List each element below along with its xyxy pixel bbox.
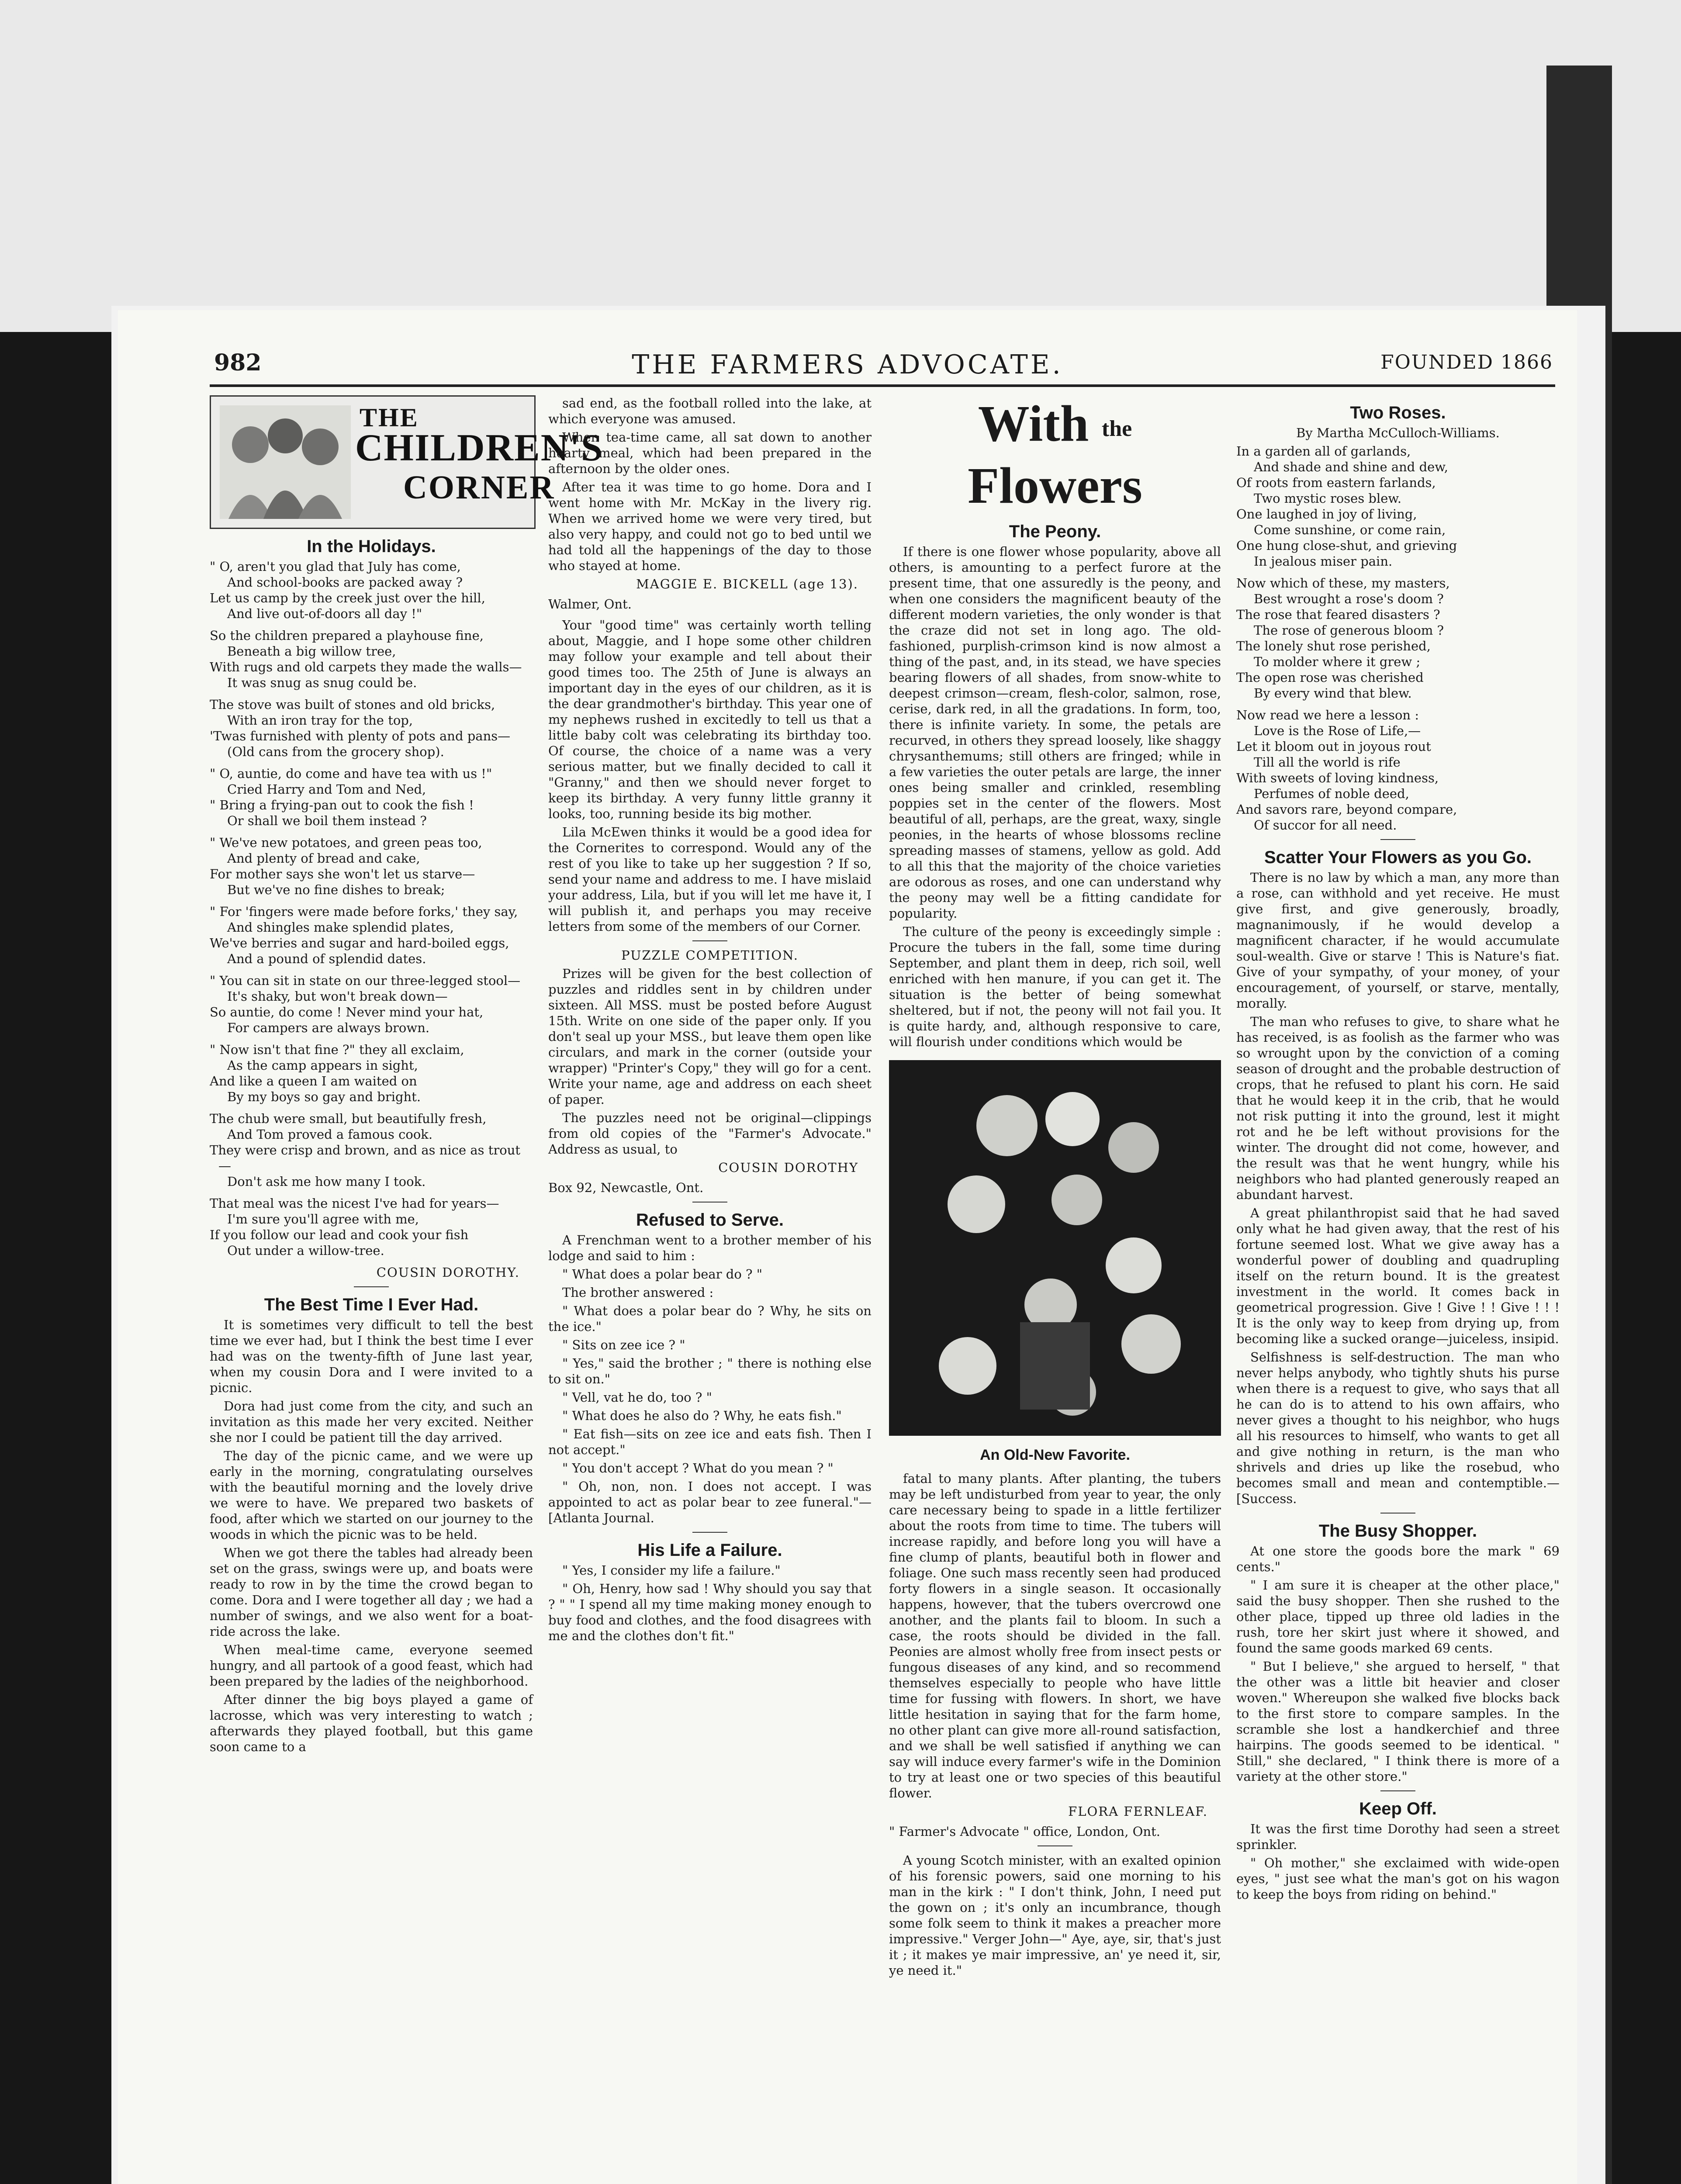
stanza xyxy=(1236,575,1560,701)
paragraph: When we got there the tables had already been set on the grass, swings were up, and boats were ready to row in by the time the crowd began to come. Dora and I were together all day ; we had a number of swings, and we also went for a boat-ride across the lake. xyxy=(210,1545,533,1639)
paragraph: " What does he also do ? Why, he eats fish." xyxy=(562,1408,842,1423)
poem-line: Perfumes of noble deed, xyxy=(1254,786,1409,801)
poem-line: And Tom proved a famous cook. xyxy=(227,1127,433,1142)
refused-title: Refused to Serve. xyxy=(636,1210,784,1230)
paragraph: sad end, as the football rolled into the lake, at which everyone was amused. xyxy=(548,396,872,426)
paragraph: It was the first time Dorothy had seen a street sprinkler. xyxy=(1236,1821,1560,1852)
poem-line: (Old cans from the grocery shop). xyxy=(227,744,444,759)
poem-line: Two mystic roses blew. xyxy=(1254,491,1402,506)
poem-line: The rose of generous bloom ? xyxy=(1254,623,1444,638)
paragraph: " Eat fish—sits on zee ice and eats fish. Then I not accept." xyxy=(548,1427,872,1457)
separator xyxy=(692,1202,727,1203)
poem-line: It was snug as snug could be. xyxy=(227,675,417,690)
failure-title: His Life a Failure. xyxy=(637,1541,782,1560)
best-time-body xyxy=(210,1317,533,1755)
paragraph: Lila McEwen thinks it would be a good idea for the Cornerites to correspond. Would any of the rest of you like to take up her suggestion ? If so, send your name and address to me. I have mislaid your address, Lila, but if you will let me have it, I will publish it, and perhaps you may receive letters from some of the members of our Corner. xyxy=(548,825,872,934)
poem-line: Come sunshine, or come rain, xyxy=(1254,522,1446,537)
best-time-title: The Best Time I Ever Had. xyxy=(264,1295,479,1314)
failure-body xyxy=(548,1562,872,1644)
paragraph: After dinner the big boys played a game of lacrosse, which was very interesting to watch ; afterwards they played football, but this game soon came to a xyxy=(210,1692,533,1754)
holidays-signature: COUSIN DOROTHY. xyxy=(376,1265,520,1280)
two-roses-title: Two Roses. xyxy=(1350,403,1446,422)
paragraph: The puzzles need not be original—clippings from old copies of the "Farmer's Advocate." Address as usual, to xyxy=(548,1110,872,1157)
stanza xyxy=(210,973,533,1036)
column-4 xyxy=(1236,395,1560,2184)
paragraph: " Yes," said the brother ; " there is nothing else to sit on." xyxy=(548,1356,872,1386)
peony-title: The Peony. xyxy=(1009,522,1101,541)
editor-reply xyxy=(548,617,872,934)
paragraph: " Oh mother," she exclaimed with wide-open eyes, " just see what the man's got on his wagon to keep the boys from riding on behind." xyxy=(1236,1856,1560,1902)
paragraph: Dora had just come from the city, and such an invitation as this made her very excited. Neither she nor I could be patient till the day arrived. xyxy=(210,1399,533,1445)
refused-body xyxy=(548,1232,872,1526)
poem-line: And savors rare, beyond compare, xyxy=(1236,802,1457,817)
page-number: 982 xyxy=(214,349,262,376)
heading-word-the: the xyxy=(1101,416,1132,441)
photo-caption: An Old-New Favorite. xyxy=(980,1446,1130,1463)
poem-line: Beneath a big willow tree, xyxy=(227,644,396,659)
busy-shopper-title: The Busy Shopper. xyxy=(1318,1521,1477,1541)
poem-line: Love is the Rose of Life,— xyxy=(1254,723,1421,738)
poem-line: And school-books are packed away ? xyxy=(227,575,463,590)
childrens-corner-banner xyxy=(210,395,603,529)
with-the-flowers-heading xyxy=(889,395,1221,514)
poem-line: " O, aren't you glad that July has come, xyxy=(210,559,461,574)
paragraph: The culture of the peony is exceedingly simple : Procure the tubers in the fall, some time during September, and plant them in deep, rich soil, well enriched with hen manure, if you can get it. The situation is the better of being somewhat sheltered, but if not, the peony will not fail you. It is quite hardy, and, although responsive to care, will flourish under conditions which would be xyxy=(889,924,1221,1049)
header-rule xyxy=(210,384,1555,387)
keep-off-body xyxy=(1236,1821,1560,1902)
paragraph: " You don't accept ? What do you mean ? " xyxy=(562,1461,834,1476)
poem-line: With sweets of loving kindness, xyxy=(1236,771,1439,785)
holidays-title: In the Holidays. xyxy=(307,537,436,556)
flora-signature: FLORA FERNLEAF. xyxy=(1068,1804,1208,1819)
column-3 xyxy=(889,395,1221,2184)
puzzle-address: Box 92, Newcastle, Ont. xyxy=(548,1180,704,1195)
poem-line: That meal was the nicest I've had for years— xyxy=(210,1196,499,1211)
poem-line: So auntie, do come ! Never mind your hat, xyxy=(210,1005,484,1019)
banner-word-childrens: CHILDREN'S xyxy=(355,427,603,469)
poem-line: Now read we here a lesson : xyxy=(1236,708,1419,722)
founded-label: FOUNDED 1866 xyxy=(1380,351,1553,373)
separator xyxy=(1380,1513,1415,1514)
peony-continued xyxy=(889,1471,1221,1801)
scotch-anecdote: A young Scotch minister, with an exalted opinion of his forensic powers, said one morning to his man in the kirk : " I don't think, John, I need put the gown on ; it's only an incumbrance, though some folk seem to think it makes a preacher more impressive." Verger John—" Aye, aye, sir, that's just it ; it makes ye mair impressive, an' ye need it, sir, ye need it." xyxy=(889,1852,1221,1978)
paragraph: " But I believe," she argued to herself, " that the other was a little bit heavier and closer woven." Whereupon she walked five blocks back to the first store to compare samples. In the scramble she lost a handkerchief and three hairpins. The goods seemed to be identical. " Still," she declared, " I think there is more of a variety at the other store." xyxy=(1236,1659,1560,1784)
stanza xyxy=(210,1196,533,1258)
poem-line: The stove was built of stones and old bricks, xyxy=(210,697,495,712)
banner-word-the: THE xyxy=(360,403,419,432)
poem-line: But we've no fine dishes to break; xyxy=(227,882,445,897)
poem-line: And shade and shine and dew, xyxy=(1254,460,1448,474)
paragraph: At one store the goods bore the mark " 69 cents." xyxy=(1236,1544,1560,1574)
poem-line: One hung close-shut, and grieving xyxy=(1236,538,1457,553)
paragraph: A great philanthropist said that he had saved only what he had given away, that the rest of his fortune seemed lost. What we give away has a wonderful power of doubling and quadrupling itself on the return bound. It is the greatest investment in the world. It comes back in geometrical progression. Give ! Give ! ! Give ! ! ! It is the only way to keep from drying up, from becoming like a sucked orange—juiceless, insipid. xyxy=(1236,1206,1560,1346)
poem-line: And plenty of bread and cake, xyxy=(227,851,420,866)
publication-title: THE FARMERS ADVOCATE. xyxy=(632,349,1063,380)
paragraph: Your "good time" was certainly worth telling about, Maggie, and I hope some other children may follow your example and tell about their good times too. The 25th of June is always an important day in the eyes of our children, as it is the dear grandmother's birthday. This year one of my nephews rushed in excitedly to tell us that a little baby colt was celebrating its birthday too. Of course, the choice of a name was a very serious matter, but we finally decided to call it "Granny," and then we should never forget to keep its birthday. A very funny little granny it looks, too, running beside its big mother. xyxy=(548,618,872,821)
poem-line: For campers are always brown. xyxy=(227,1020,430,1035)
holidays-poem xyxy=(210,559,533,1258)
paragraph: " What does a polar bear do ? " xyxy=(562,1267,763,1282)
newspaper-page xyxy=(118,310,1577,2184)
paragraph: " Oh, non, non. I does not accept. I was appointed to act as polar bear to zee funeral."—[Atlanta Journal. xyxy=(548,1479,872,1525)
poem-line: Till all the world is rife xyxy=(1254,755,1401,770)
puzzle-body xyxy=(548,966,872,1157)
poem-line: The open rose was cherished xyxy=(1236,670,1424,685)
poem-line: For mother says she won't let us starve— xyxy=(210,867,475,881)
poem-line: In jealous miser pain. xyxy=(1254,554,1393,569)
poem-line: " Now isn't that fine ?" they all exclaim, xyxy=(210,1042,464,1057)
poem-line: " Bring a frying-pan out to cook the fish ! xyxy=(210,798,474,812)
maggie-location: Walmer, Ont. xyxy=(548,597,632,612)
poem-line: " For 'fingers were made before forks,' they say, xyxy=(210,904,518,919)
poem-line: Of roots from eastern farlands, xyxy=(1236,475,1436,490)
stanza xyxy=(210,766,533,829)
poem-line: One laughed in joy of living, xyxy=(1236,507,1417,522)
stanza xyxy=(1236,443,1560,569)
poem-line: As the camp appears in sight, xyxy=(227,1058,418,1073)
separator xyxy=(1038,1845,1072,1846)
scan-background-top xyxy=(0,0,1681,332)
peony-body xyxy=(889,544,1221,1050)
poem-line: Let us camp by the creek just over the hill, xyxy=(210,591,485,605)
heading-word-with: With xyxy=(978,395,1089,452)
poem-line: I'm sure you'll agree with me, xyxy=(227,1212,419,1227)
paragraph: " Yes, I consider my life a failure." xyxy=(562,1563,781,1578)
stanza xyxy=(210,1042,533,1105)
paragraph: There is no law by which a man, any more than a rose, can withhold and yet receive. He must give first, and give generously, broadly, magnanimously, if he would develop a magnificent character, if he would accumulate soul-wealth. Give or starve ! This is Nature's fiat. Give of your sympathy, of your money, of your encouragement, of yourself, or starve, mentally, morally. xyxy=(1236,870,1560,1011)
two-roses-byline: By Martha McCulloch-Williams. xyxy=(1296,425,1500,440)
paragraph: When tea-time came, all sat down to another hearty meal, which had been prepared in the afternoon by the older ones. xyxy=(548,430,872,476)
poem-line: They were crisp and brown, and as nice as trout— xyxy=(210,1143,521,1173)
puzzle-signature: COUSIN DOROTHY xyxy=(718,1160,858,1175)
poem-line: Let it bloom out in joyous rout xyxy=(1236,739,1431,754)
paragraph: Selfishness is self-destruction. The man who never helps anybody, who tightly shuts his purse when there is a request to give, who says that all he can do is to attend to his own affairs, who never gives a thought to his neighbor, who hugs all his resources to himself, who wants to get all and give nothing in return, is the man who shrivels and dries up like the rosebud, who becomes small and mean and contemptible.—[Success. xyxy=(1236,1350,1560,1506)
poem-line: It's shaky, but won't break down— xyxy=(227,989,448,1004)
paragraph: " Sits on zee ice ? " xyxy=(562,1337,685,1352)
stanza xyxy=(210,904,533,967)
poem-line: By my boys so gay and bright. xyxy=(227,1089,421,1104)
separator xyxy=(692,940,727,941)
flora-address: " Farmer's Advocate " office, London, Ont. xyxy=(889,1824,1160,1839)
poem-line: And a pound of splendid dates. xyxy=(227,951,426,966)
page-header xyxy=(118,349,1577,380)
scatter-body xyxy=(1236,870,1560,1507)
poem-line: With an iron tray for the top, xyxy=(227,713,413,728)
paragraph: The day of the picnic came, and we were up early in the morning, congratulating ourselves with the beautiful morning and the lovely drive we were to have. We prepared two baskets of food, after which we started on our journey to the woods in which the picnic was to be held. xyxy=(210,1448,533,1542)
paragraph: The brother answered : xyxy=(562,1285,714,1300)
separator xyxy=(354,1286,389,1287)
stanza xyxy=(210,628,533,691)
banner-word-corner: CORNER xyxy=(403,469,555,506)
puzzle-title: PUZZLE COMPETITION. xyxy=(621,948,799,963)
poem-line: Of succor for all need. xyxy=(1254,818,1397,833)
poem-line: With rugs and old carpets they made the walls— xyxy=(210,660,522,674)
children-illustration xyxy=(220,405,351,519)
scatter-title: Scatter Your Flowers as you Go. xyxy=(1264,848,1532,867)
stanza xyxy=(210,1111,533,1189)
best-time-continued xyxy=(548,395,872,574)
poem-line: Best wrought a rose's doom ? xyxy=(1254,591,1444,606)
peony-photo xyxy=(889,1060,1221,1436)
poem-line: Cried Harry and Tom and Ned, xyxy=(227,782,426,797)
busy-shopper-body xyxy=(1236,1543,1560,1784)
paragraph: fatal to many plants. After planting, the tubers may be left undisturbed from year to year, the only care necessary being to spade in a little fertilizer about the roots from time to time. The tubers will increase rapidly, and before long you will have a fine clump of plants, beautiful both in flower and foliage. One such mass recently seen had produced forty flowers in a single season. It occasionally happens, however, that the tubers overcrowd one another, and the plants fail to bloom. In such a case, the roots should be divided in the fall. Peonies are almost wholly free from insect pests or fungous diseases of any kind, and so recommend themselves especially to people who have little time for fussing with flowers. In short, we have little hesitation in saying that for the farm home, no other plant can give more all-round satisfaction, and we shall be well satisfied if anything we can say will induce every farmer's wife in the Dominion to try at least one or two species of this beautiful flower. xyxy=(889,1471,1221,1800)
poem-line: Out under a willow-tree. xyxy=(227,1243,384,1258)
poem-line: Or shall we boil them instead ? xyxy=(227,813,427,828)
paragraph: Prizes will be given for the best collection of puzzles and riddles sent in by children under sixteen. All MSS. must be posted before August 15th. Write on one side of the paper only. If you don't seal up your MSS., but leave them open like circulars, and mark in the corner (outside your wrapper) "Printer's Copy," they will go for a cent. Write your name, age and address on each sheet of paper. xyxy=(548,966,872,1107)
poem-line: 'Twas furnished with plenty of pots and pans— xyxy=(210,729,511,743)
poem-line: And like a queen I am waited on xyxy=(210,1074,417,1089)
paragraph: The man who refuses to give, to share what he has received, is as foolish as the farmer who was so wrought upon by the conviction of a coming season of drought and the probable destruction of crops, that he refused to plant his corn. He said that he would keep it in the crib, that he would not risk putting it into the ground, lest it might rot and he be left without provisions for the winter. The drought did not come, however, and the result was that he went hungry, while his neighbors who had planted generously reaped an abundant harvest. xyxy=(1236,1014,1560,1202)
poem-line: And shingles make splendid plates, xyxy=(227,920,454,935)
paragraph: " What does a polar bear do ? Why, he sits on the ice." xyxy=(548,1303,872,1334)
poem-line: By every wind that blew. xyxy=(1254,686,1412,701)
poem-line: To molder where it grew ; xyxy=(1254,654,1421,669)
poem-line: And live out-of-doors all day !" xyxy=(227,606,422,621)
keep-off-title: Keep Off. xyxy=(1359,1799,1437,1818)
paragraph: If there is one flower whose popularity, above all others, is amounting to a perfect furore at the present time, that one assuredly is the peony, and when one considers the magnificent beauty of the different modern varieties, the only wonder is that the craze did not set in long ago. The old-fashioned, purplish-crimson kind is now almost a thing of the past, and, in its stead, we have species bearing flowers of all shades, from snow-white to deepest crimson—cream, flesh-color, salmon, rose, cerise, dark red, in all the gradations. In form, too, there is infinite variety. In some, the petals are recurved, in others they spread loosely, like shaggy chrysanthemums; still others are fringed; while in a few varieties the outer petals are large, the inner ones being smaller and crinkled, resembling poppies set in the center of the flowers. Most beautiful of all, perhaps, are the great, waxy, single peonies, in the hearts of whose blossoms recline spreading masses of stamens, yellow as gold. Add to all this that the majority of the choice varieties are odorous as roses, and one can understand why the peony may well be a fitting candidate for popularity. xyxy=(889,544,1221,921)
column-2 xyxy=(548,395,872,2184)
paragraph: It is sometimes very difficult to tell the best time we ever had, but I think the best time I ever had was on the twenty-fifth of June last year, when my cousin Dora and I were invited to a picnic. xyxy=(210,1317,533,1395)
poem-line: We've berries and sugar and hard-boiled eggs, xyxy=(210,936,509,950)
stanza xyxy=(210,835,533,898)
separator xyxy=(1380,839,1415,840)
maggie-signature: MAGGIE E. BICKELL (age 13). xyxy=(636,577,858,591)
poem-line: The rose that feared disasters ? xyxy=(1236,607,1440,622)
paragraph: After tea it was time to go home. Dora and I went home with Mr. McKay in the livery rig. When we arrived home we were very tired, but also very happy, and could not go to bed until we had told all the happenings of the day to those who stayed at home. xyxy=(548,480,872,573)
two-roses-poem xyxy=(1236,443,1560,833)
poem-line: The chub were small, but beautifully fresh, xyxy=(210,1111,487,1126)
poem-line: So the children prepared a playhouse fine, xyxy=(210,628,484,643)
poem-line: " You can sit in state on our three-legged stool— xyxy=(210,973,521,988)
paragraph: When meal-time came, everyone seemed hungry, and all partook of a good feast, which had been prepared by the ladies of the neighborhood. xyxy=(210,1642,533,1689)
paragraph: A Frenchman went to a brother member of his lodge and said to him : xyxy=(548,1233,872,1263)
stanza xyxy=(210,697,533,760)
poem-line: " O, auntie, do come and have tea with us !" xyxy=(210,766,492,781)
heading-word-flowers: Flowers xyxy=(968,456,1142,514)
stanza xyxy=(210,559,533,622)
paragraph: " Oh, Henry, how sad ! Why should you say that ? " " I spend all my time making money enough to buy food and clothes, and the food disagrees with me and the clothes don't fit." xyxy=(548,1581,872,1643)
poem-line: If you follow our lead and cook your fish xyxy=(210,1227,469,1242)
poem-line: " We've new potatoes, and green peas too, xyxy=(210,835,482,850)
paragraph: " Vell, vat he do, too ? " xyxy=(562,1390,712,1405)
poem-line: Don't ask me how many I took. xyxy=(227,1174,426,1189)
poem-line: The lonely shut rose perished, xyxy=(1236,639,1431,653)
poem-line: In a garden all of garlands, xyxy=(1236,444,1411,459)
separator xyxy=(1380,1790,1415,1791)
stanza xyxy=(1236,707,1560,833)
paragraph: " I am sure it is cheaper at the other place," said the busy shopper. Then she rushed to the other place, tipped up three old ladies in the rush, tore her skirt just where it showed, and found the same goods marked 69 cents. xyxy=(1236,1578,1560,1655)
poem-line: Now which of these, my masters, xyxy=(1236,576,1450,591)
separator xyxy=(692,1532,727,1533)
